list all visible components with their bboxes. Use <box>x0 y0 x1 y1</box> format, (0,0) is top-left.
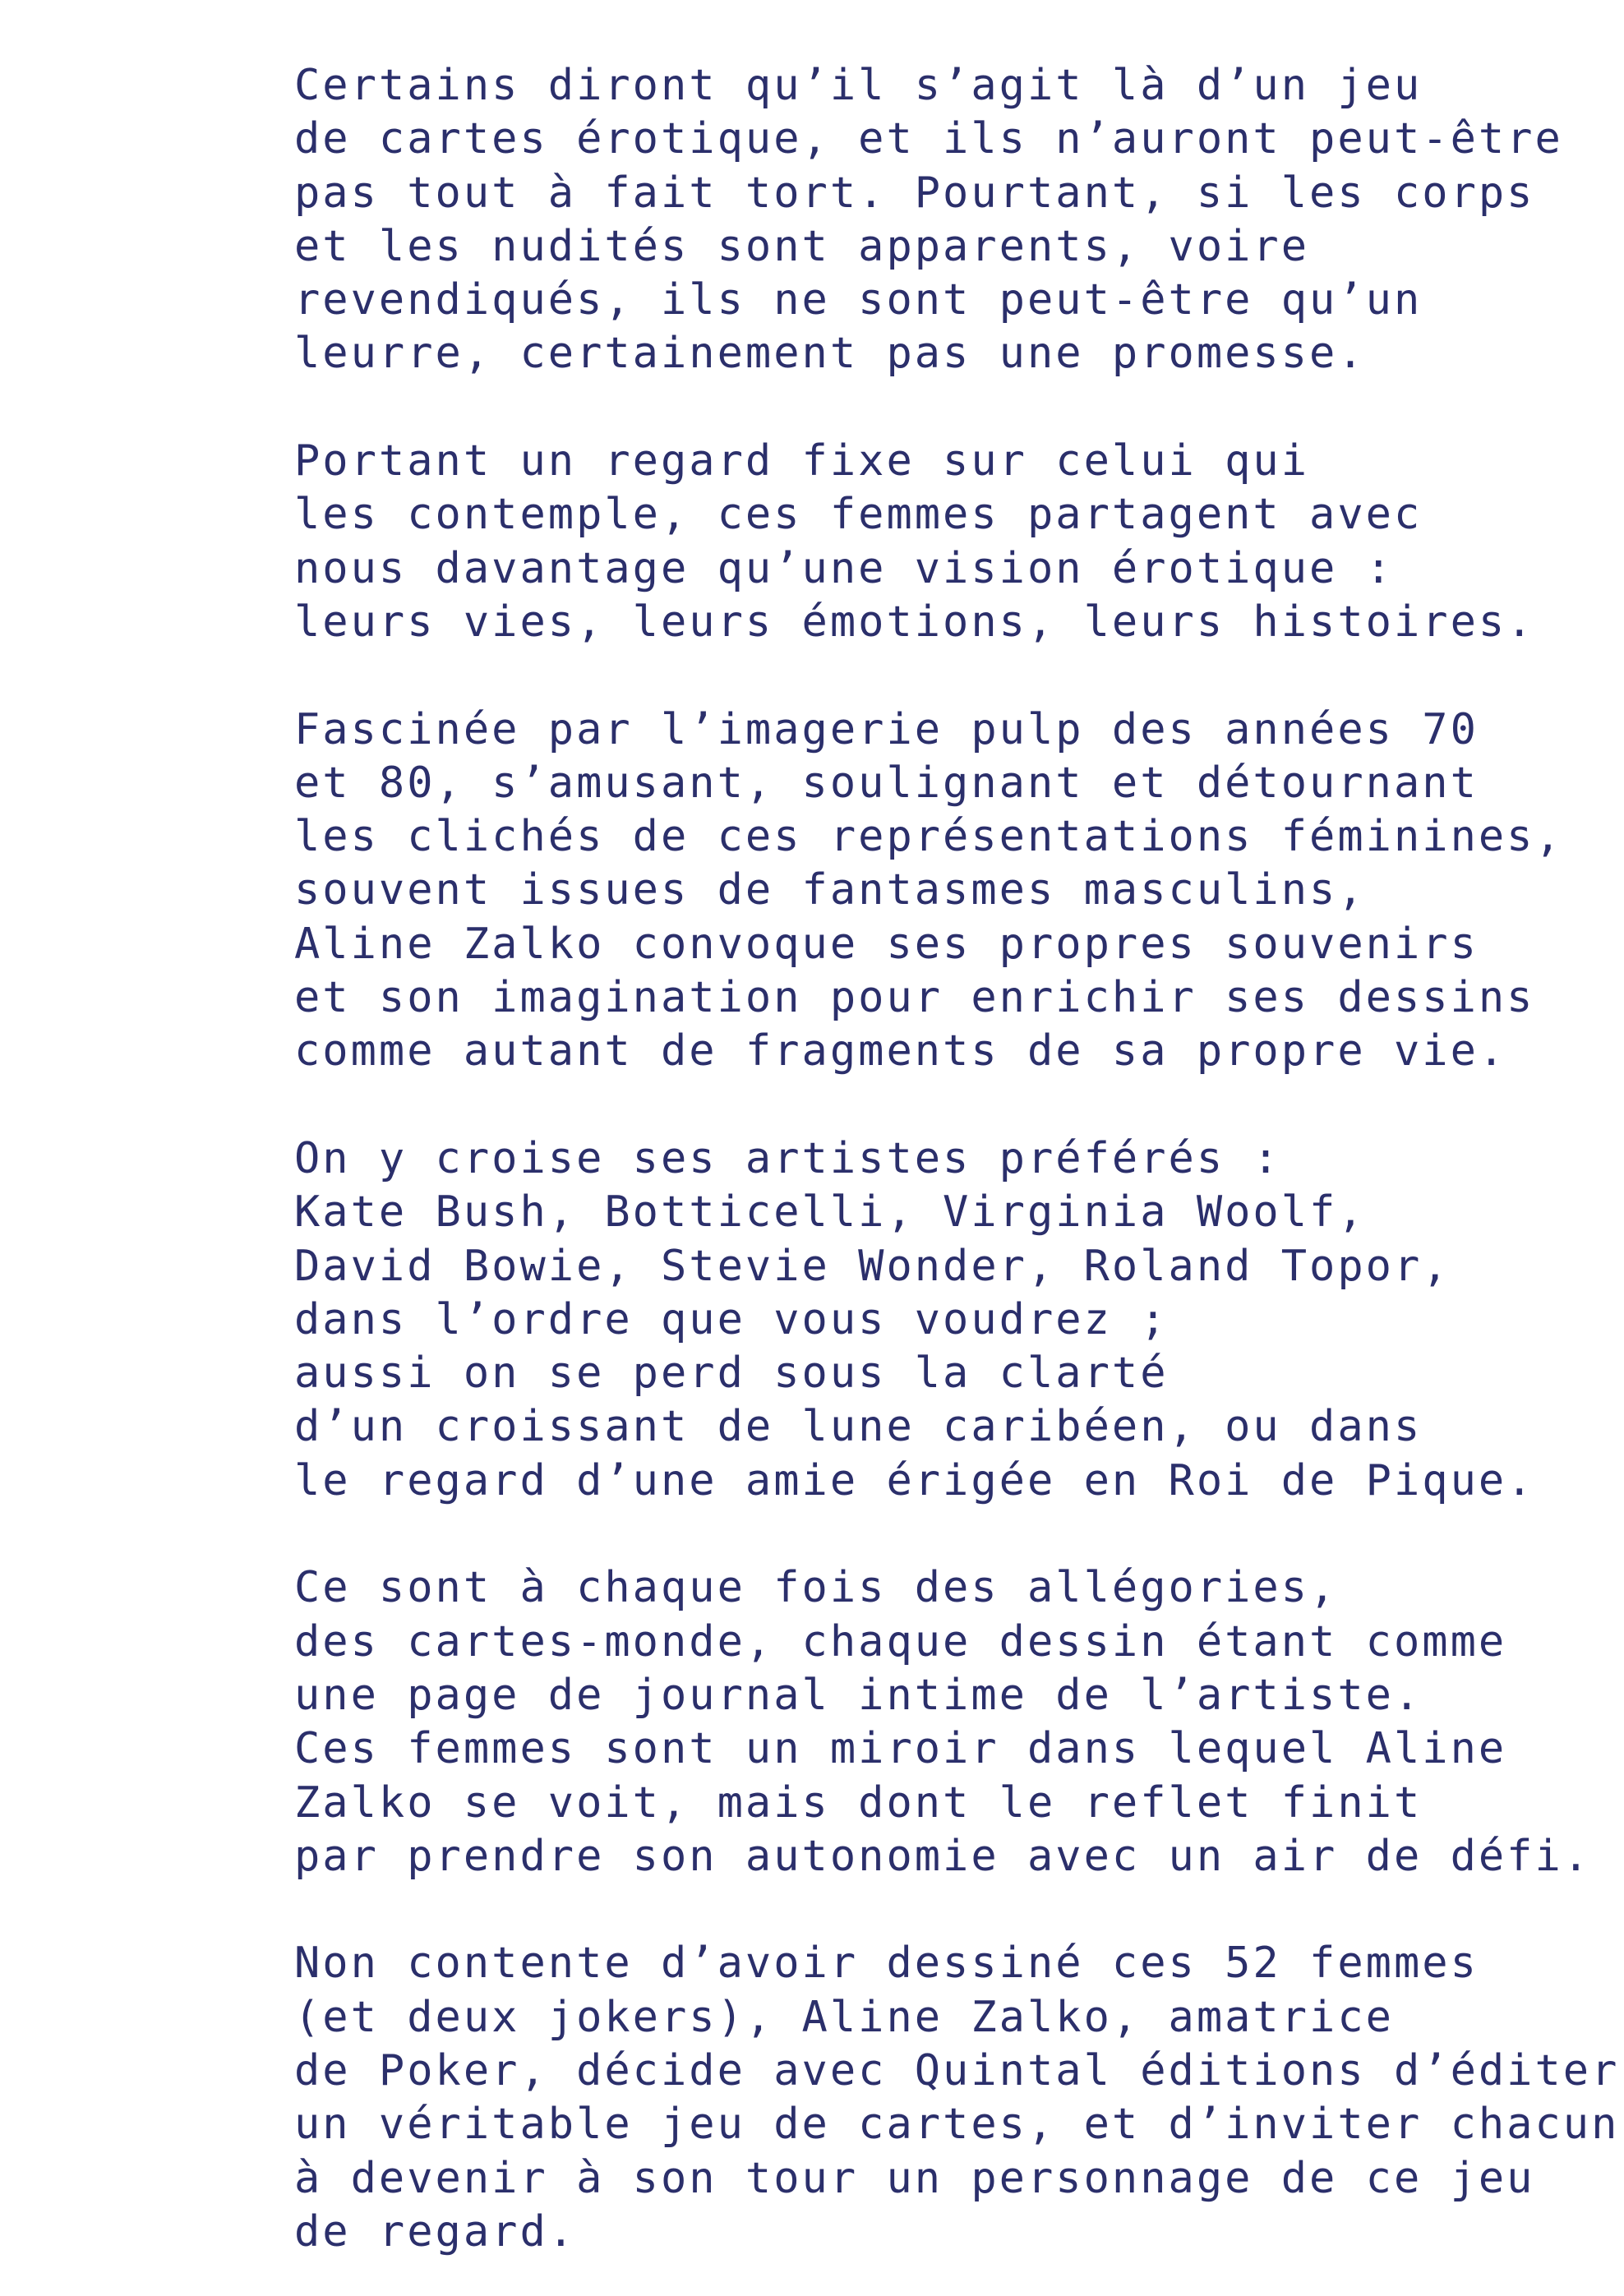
text-line: Kate Bush, Botticelli, Virginia Woolf, <box>294 1187 1366 1238</box>
text-line: aussi on se perd sous la clarté <box>294 1349 1169 1399</box>
text-line: dans l’ordre que vous voudrez ; <box>294 1294 1169 1344</box>
text-line: Fascinée par l’imagerie pulp des années 70 <box>294 704 1479 754</box>
paragraph-6 <box>294 1937 1620 2259</box>
paragraph-2 <box>294 435 1576 649</box>
text-line: leurs vies, leurs émotions, leurs histoires. <box>294 597 1535 647</box>
body-text <box>294 59 1620 2259</box>
text-line: de cartes érotique, et ils n’auront peut-être <box>294 114 1563 164</box>
text-line: Portant un regard fixe sur celui qui <box>294 436 1310 486</box>
text-line: une page de journal intime de l’artiste. <box>294 1670 1423 1720</box>
text-line: d’un croissant de lune caribéen, ou dans <box>294 1402 1423 1452</box>
text-line: et 80, s’amusant, soulignant et détournant <box>294 758 1479 808</box>
text-line: pas tout à fait tort. Pourtant, si les corps <box>294 168 1535 218</box>
paragraph-5 <box>294 1561 1592 1883</box>
paragraph-4 <box>294 1132 1576 1508</box>
text-line: de regard. <box>294 2206 577 2257</box>
text-line: (et deux jokers), Aline Zalko, amatrice <box>294 1992 1394 2042</box>
text-line: Ce sont à chaque fois des allégories, <box>294 1563 1338 1613</box>
text-line: souvent issues de fantasmes masculins, <box>294 865 1366 915</box>
text-line: le regard d’une amie érigée en Roi de Pique. <box>294 1455 1535 1505</box>
text-line: Zalko se voit, mais dont le reflet finit <box>294 1777 1423 1828</box>
text-line: revendiqués, ils ne sont peut-être qu’un <box>294 275 1423 325</box>
text-line: à devenir à son tour un personnage de ce jeu <box>294 2153 1535 2203</box>
text-line: On y croise ses artistes préférés : <box>294 1133 1281 1183</box>
text-line: leurre, certainement pas une promesse. <box>294 329 1366 379</box>
text-line: Non contente d’avoir dessiné ces 52 femmes <box>294 1939 1479 1989</box>
text-line: un véritable jeu de cartes, et d’inviter chacun <box>294 2100 1620 2150</box>
text-line: les clichés de ces représentations féminines, <box>294 812 1563 862</box>
text-line: les contemple, ces femmes partagent avec <box>294 490 1423 540</box>
text-line: Aline Zalko convoque ses propres souvenirs <box>294 919 1479 969</box>
text-line: nous davantage qu’une vision érotique : <box>294 543 1394 593</box>
text-line: et son imagination pour enrichir ses dessins <box>294 973 1535 1023</box>
text-line: et les nudités sont apparents, voire <box>294 221 1310 271</box>
text-line: Ces femmes sont un miroir dans lequel Aline <box>294 1724 1507 1774</box>
text-line: David Bowie, Stevie Wonder, Roland Topor, <box>294 1241 1451 1291</box>
text-line: de Poker, décide avec Quintal éditions d’éditer <box>294 2045 1620 2095</box>
paragraph-3 <box>294 703 1576 1079</box>
text-line: par prendre son autonomie avec un air de défi. <box>294 1831 1592 1881</box>
text-line: Certains diront qu’il s’agit là d’un jeu <box>294 61 1423 110</box>
paragraph-1 <box>294 59 1576 381</box>
text-line: des cartes-monde, chaque dessin étant comme <box>294 1616 1507 1667</box>
text-line: comme autant de fragments de sa propre vie. <box>294 1026 1507 1077</box>
